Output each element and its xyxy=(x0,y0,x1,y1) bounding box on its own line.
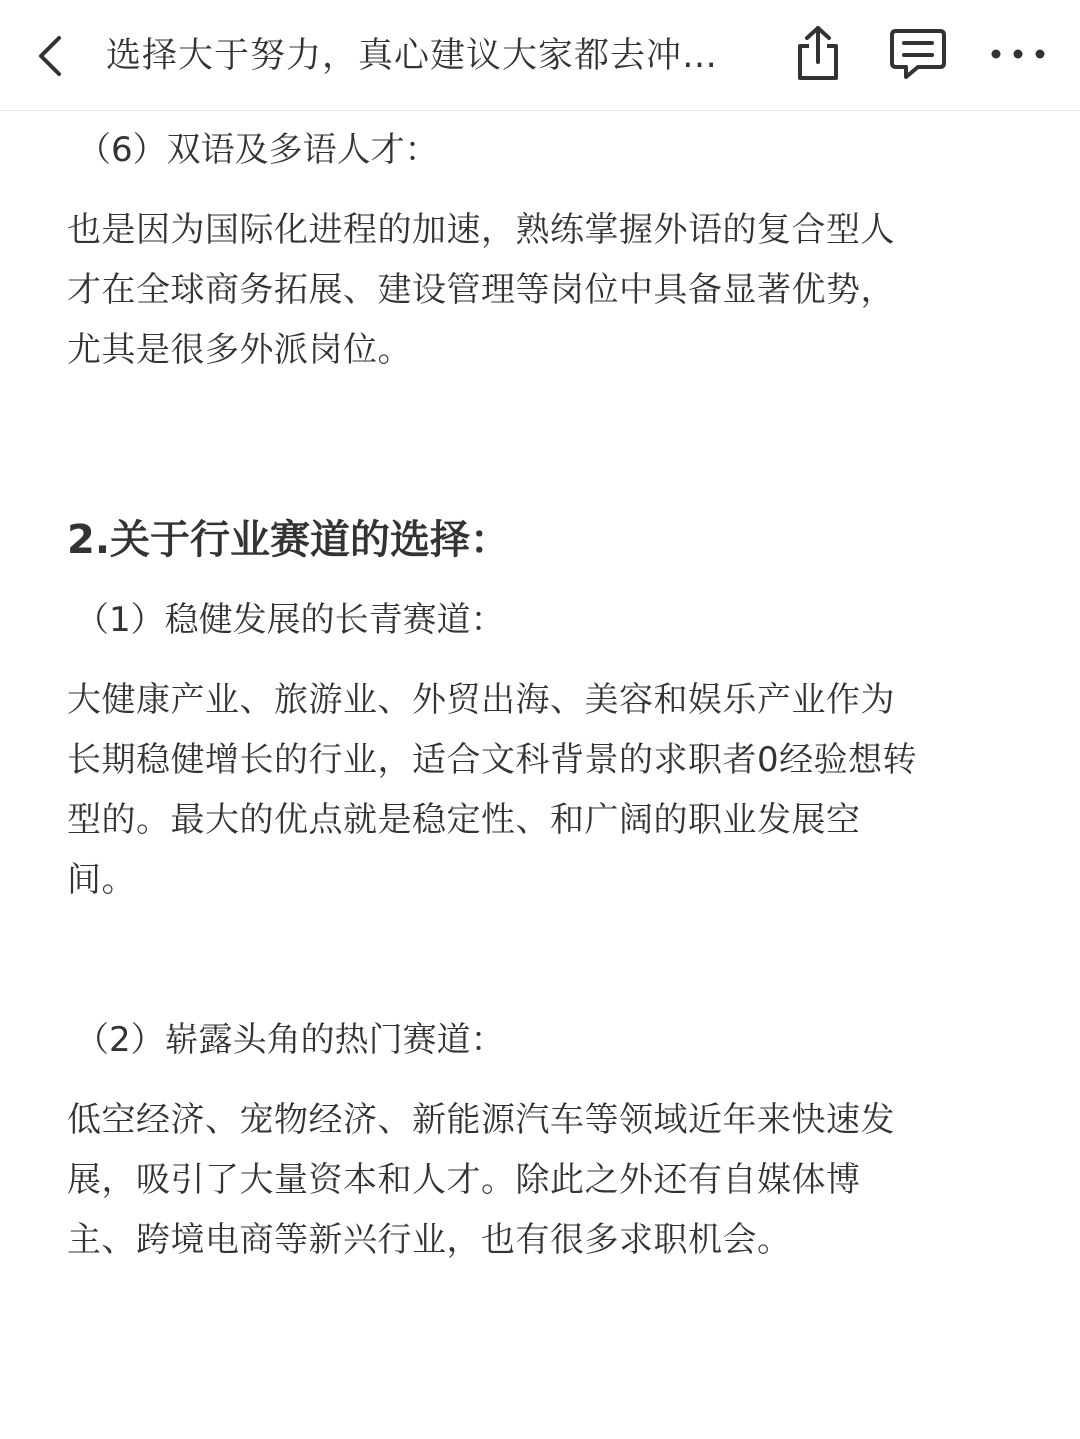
item-2-paragraph xyxy=(67,1090,1027,1270)
item-2-subheading: （2）崭露头角的热门赛道： xyxy=(75,1020,505,1060)
section-6-subheading: （6）双语及多语人才： xyxy=(77,130,439,170)
comment-button[interactable] xyxy=(886,22,950,86)
chevron-left-icon xyxy=(35,34,65,78)
paragraph-line: 型的。最大的优点就是稳定性、和广阔的职业发展空 xyxy=(67,800,861,840)
page-title: 选择大于努力，真心建议大家都去冲… xyxy=(106,36,719,76)
more-icon xyxy=(988,44,1048,64)
paragraph-line: 间。 xyxy=(67,860,136,900)
paragraph-line: 主、跨境电商等新兴行业，也有很多求职机会。 xyxy=(67,1220,792,1260)
paragraph-line: 长期稳健增长的行业，适合文科背景的求职者0经验想转 xyxy=(67,740,918,780)
more-button[interactable] xyxy=(986,22,1050,86)
paragraph-line: 大健康产业、旅游业、外贸出海、美容和娱乐产业作为 xyxy=(67,680,895,720)
top-navigation-bar xyxy=(0,0,1080,111)
back-button[interactable] xyxy=(26,28,74,84)
comment-icon xyxy=(888,25,948,83)
paragraph-line: 展，吸引了大量资本和人才。除此之外还有自媒体博 xyxy=(67,1160,861,1200)
section-6-paragraph xyxy=(67,200,1027,380)
paragraph-line: 尤其是很多外派岗位。 xyxy=(67,330,412,370)
article-content xyxy=(67,120,1027,1270)
share-button[interactable] xyxy=(786,22,850,86)
paragraph-line: 低空经济、宠物经济、新能源汽车等领域近年来快速发 xyxy=(67,1100,895,1140)
share-icon xyxy=(792,24,844,84)
item-1-paragraph xyxy=(67,670,1027,910)
item-1-subheading: （1）稳健发展的长青赛道： xyxy=(75,600,505,640)
paragraph-line: 才在全球商务拓展、建设管理等岗位中具备显著优势， xyxy=(67,270,895,310)
section-2-heading: 2.关于行业赛道的选择： xyxy=(67,517,511,563)
paragraph-line: 也是因为国际化进程的加速，熟练掌握外语的复合型人 xyxy=(67,210,895,250)
